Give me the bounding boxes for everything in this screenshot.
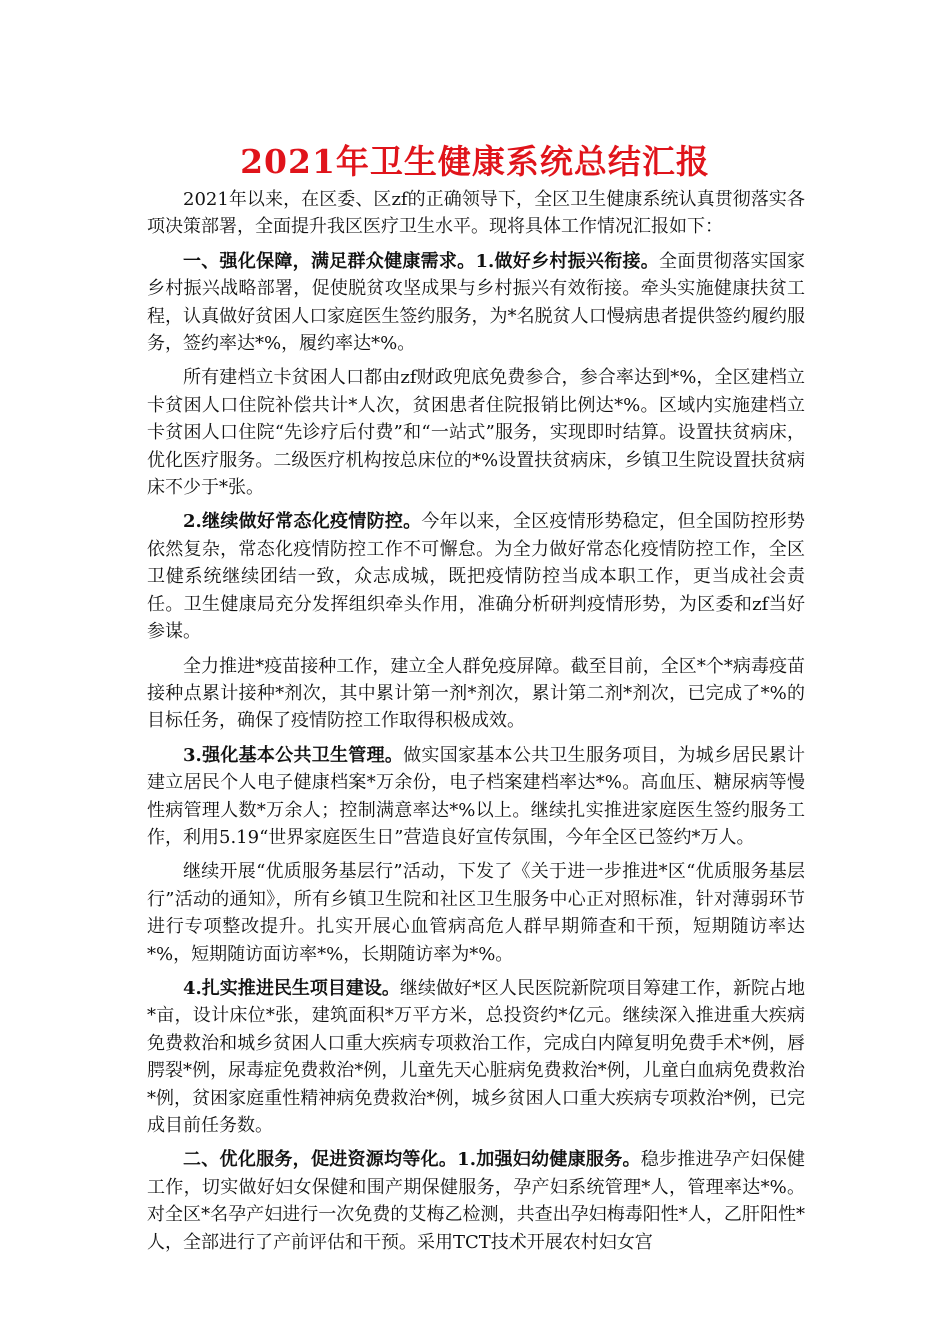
paragraph-section-1-item-1 xyxy=(147,248,805,358)
paragraph-heading: 一、强化保障，满足群众健康需求。1.做好乡村振兴衔接。 xyxy=(183,250,660,272)
paragraph-intro xyxy=(147,186,805,241)
paragraph-section-2-item-1 xyxy=(147,1146,805,1256)
document-title: 2021年卫生健康系统总结汇报 xyxy=(240,142,710,181)
paragraph-section-1-item-2 xyxy=(147,508,805,645)
paragraph-text: 全面贯彻落实国家乡村振兴战略部署，促使脱贫攻坚成果与乡村振兴有效衔接。牵头实施健康扶贫工程，认真做好贫困人口家庭医生签约服务，为*名脱贫人口慢病患者提供签约履约服务，签约率达*%，履约率达*%。 xyxy=(147,250,805,355)
paragraph-heading: 2.继续做好常态化疫情防控。 xyxy=(183,511,422,533)
paragraph-heading: 4.扎实推进民生项目建设。 xyxy=(183,977,400,999)
paragraph-quality-service xyxy=(147,858,805,968)
paragraph-section-1-item-4 xyxy=(147,975,805,1139)
paragraph-text: 全力推进*疫苗接种工作，建立全人群免疫屏障。截至目前，全区*个*病毒疫苗接种点累计接种*剂次，其中累计第一剂*剂次，累计第二剂*剂次，已完成了*%的目标任务，确保了疫情防控工作取得积极成效。 xyxy=(147,655,805,732)
paragraph-text: 做实国家基本公共卫生服务项目，为城乡居民累计建立居民个人电子健康档案*万余份，电子档案建档率达*%。高血压、糖尿病等慢性病管理人数*万余人；控制满意率达*%以上。继续扎实推进家庭医生签约服务工作，利用5.19“世界家庭医生日”营造良好宣传氛围，今年全区已签约*万人。 xyxy=(147,744,805,848)
paragraph-heading: 3.强化基本公共卫生管理。 xyxy=(183,744,404,766)
paragraph-text: 继续开展“优质服务基层行”活动，下发了《关于进一步推进*区“优质服务基层行”活动的通知》，所有乡镇卫生院和社区卫生服务中心正对照标准，针对薄弱环节进行专项整改提升。扎实开展心血管病高危人群早期筛查和干预，短期随访率达*%，短期随访面访率*%，长期随访率为*%。 xyxy=(147,861,805,965)
paragraph-text: 继续做好*区人民医院新院项目筹建工作，新院占地*亩，设计床位*张，建筑面积*万平方米，总投资约*亿元。继续深入推进重大疾病免费救治和城乡贫困人口重大疾病专项救治工作，完成白内障复明免费手术*例，唇腭裂*例，尿毒症免费救治*例，儿童先天心脏病免费救治*例，儿童白血病免费救治*例，贫困家庭重性精神病免费救治*例，城乡贫困人口重大疾病专项救治*例，已完成目前任务数。 xyxy=(147,977,806,1136)
paragraph-vaccination xyxy=(147,653,805,735)
document-body xyxy=(147,186,805,1256)
paragraph-text: 2021年以来，在区委、区zf的正确领导下，全区卫生健康系统认真贯彻落实各项决策部署，全面提升我区医疗卫生水平。现将具体工作情况汇报如下： xyxy=(147,189,805,238)
paragraph-text: 所有建档立卡贫困人口都由zf财政兜底免费参合，参合率达到*%，全区建档立卡贫困人口住院补偿共计*人次，贫困患者住院报销比例达*%。区域内实施建档立卡贫困人口住院“先诊疗后付费”和“一站式”服务，实现即时结算。设置扶贫病床，优化医疗服务。二级医疗机构按总床位的*%设置扶贫病床，乡镇卫生院设置扶贫病床不少于*张。 xyxy=(147,367,805,499)
paragraph-heading: 二、优化服务，促进资源均等化。1.加强妇幼健康服务。 xyxy=(183,1149,641,1171)
paragraph-poverty-insurance xyxy=(147,364,805,501)
paragraph-text: 今年以来，全区疫情形势稳定，但全国防控形势依然复杂，常态化疫情防控工作不可懈怠。为全力做好常态化疫情防控工作，全区卫健系统继续团结一致，众志成城，既把疫情防控当成本职工作，更当成社会责任。卫生健康局充分发挥组织牵头作用，准确分析研判疫情形势，为区委和zf当好参谋。 xyxy=(147,511,805,643)
paragraph-section-1-item-3 xyxy=(147,742,805,852)
paragraph-text: 稳步推进孕产妇保健工作，切实做好妇女保健和围产期保健服务，孕产妇系统管理*人，管理率达*%。对全区*名孕产妇进行一次免费的艾梅乙检测，共查出孕妇梅毒阳性*人，乙肝阳性*人，全部进行了产前评估和干预。采用TCT技术开展农村妇女宫 xyxy=(147,1149,805,1253)
